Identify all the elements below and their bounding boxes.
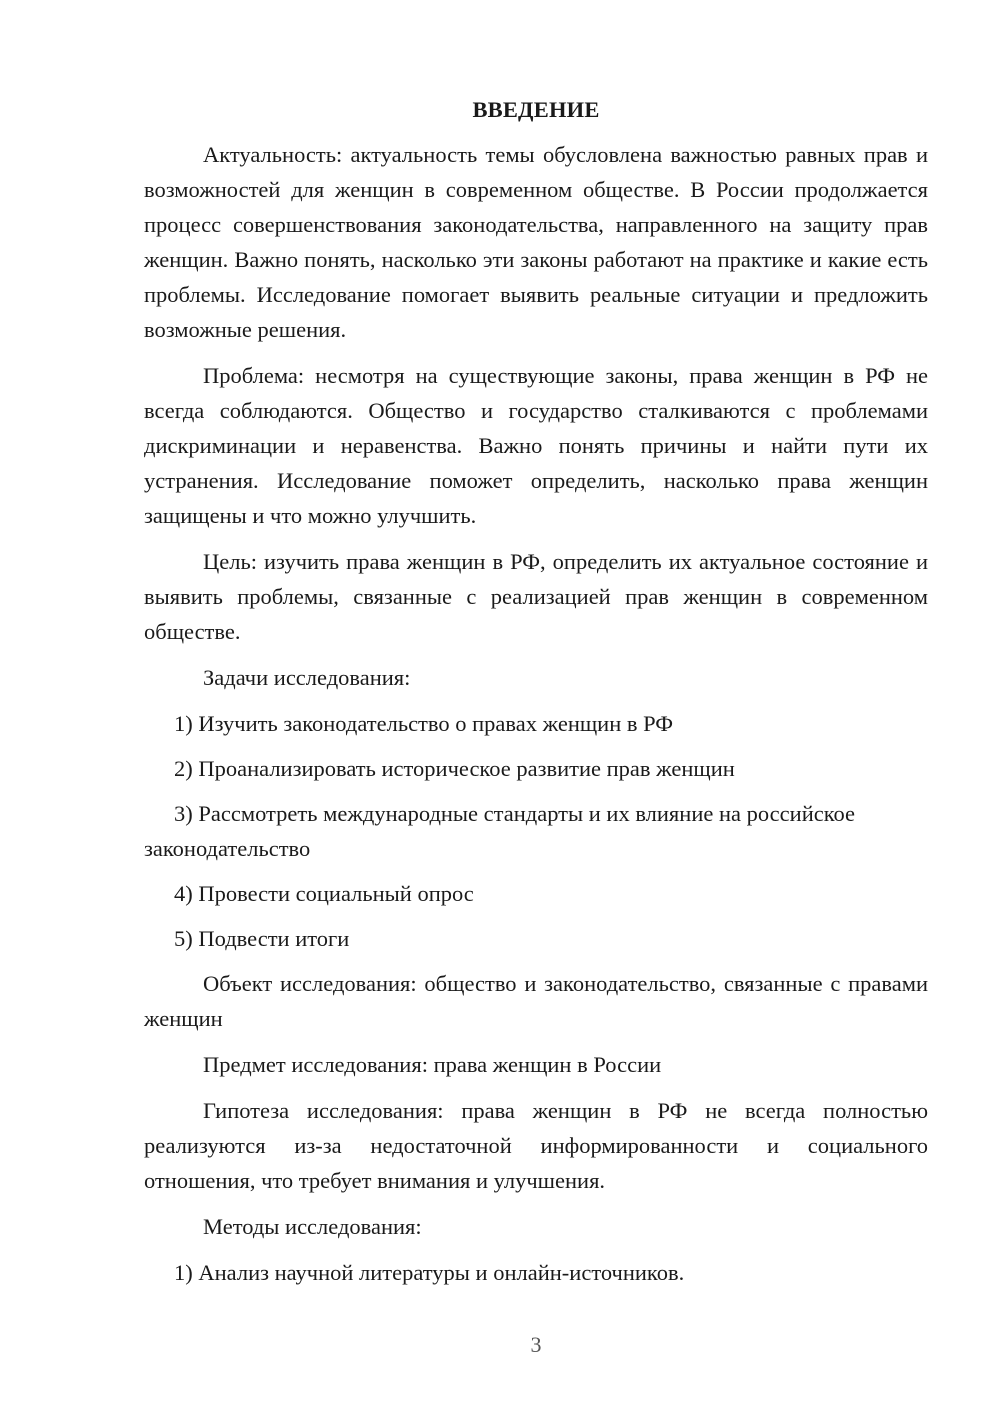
goal-paragraph: Цель: изучить права женщин в РФ, определить их актуальное состояние и выявить проблемы, связанные с реализацией прав женщин в современном обществе. [144,549,928,644]
task-item: 3) Рассмотреть международные стандарты и их влияние на российское законодательство [144,801,856,861]
methods-list [144,1255,928,1290]
object-paragraph: Объект исследования: общество и законодательство, связанные с правами женщин [144,971,928,1031]
tasks-list [144,706,928,956]
task-item: 5) Подвести итоги [174,926,350,951]
section-title: ВВЕДЕНИЕ [472,97,600,122]
problem-paragraph: Проблема: несмотря на существующие законы, права женщин в РФ не всегда соблюдаются. Общество и государство сталкиваются с проблемами дискриминации и неравенства. Важно понять причины и найти пути их устранения. Исследование поможет определить, насколько права женщин защищены и что можно улучшить. [144,363,928,528]
task-item: 4) Провести социальный опрос [174,881,474,906]
relevance-paragraph: Актуальность: актуальность темы обусловлена важностью равных прав и возможностей для женщин в современном обществе. В России продолжается процесс совершенствования законодательства, направленного на защиту прав женщин. Важно понять, насколько эти законы работают на практике и какие есть проблемы. Исследование помогает выявить реальные ситуации и предложить возможные решения. [144,142,928,342]
page-number: 3 [530,1332,542,1357]
page-content [144,92,928,1300]
task-item: 2) Проанализировать историческое развитие прав женщин [174,756,735,781]
subject-paragraph: Предмет исследования: права женщин в России [203,1052,662,1077]
method-item: 1) Анализ научной литературы и онлайн-источников. [174,1260,685,1285]
methods-heading: Методы исследования: [203,1214,422,1239]
tasks-heading: Задачи исследования: [203,665,411,690]
hypothesis-paragraph: Гипотеза исследования: права женщин в РФ не всегда полностью реализуются из-за недостаточной информированности и социального отношения, что требует внимания и улучшения. [144,1098,928,1193]
task-item: 1) Изучить законодательство о правах женщин в РФ [174,711,674,736]
